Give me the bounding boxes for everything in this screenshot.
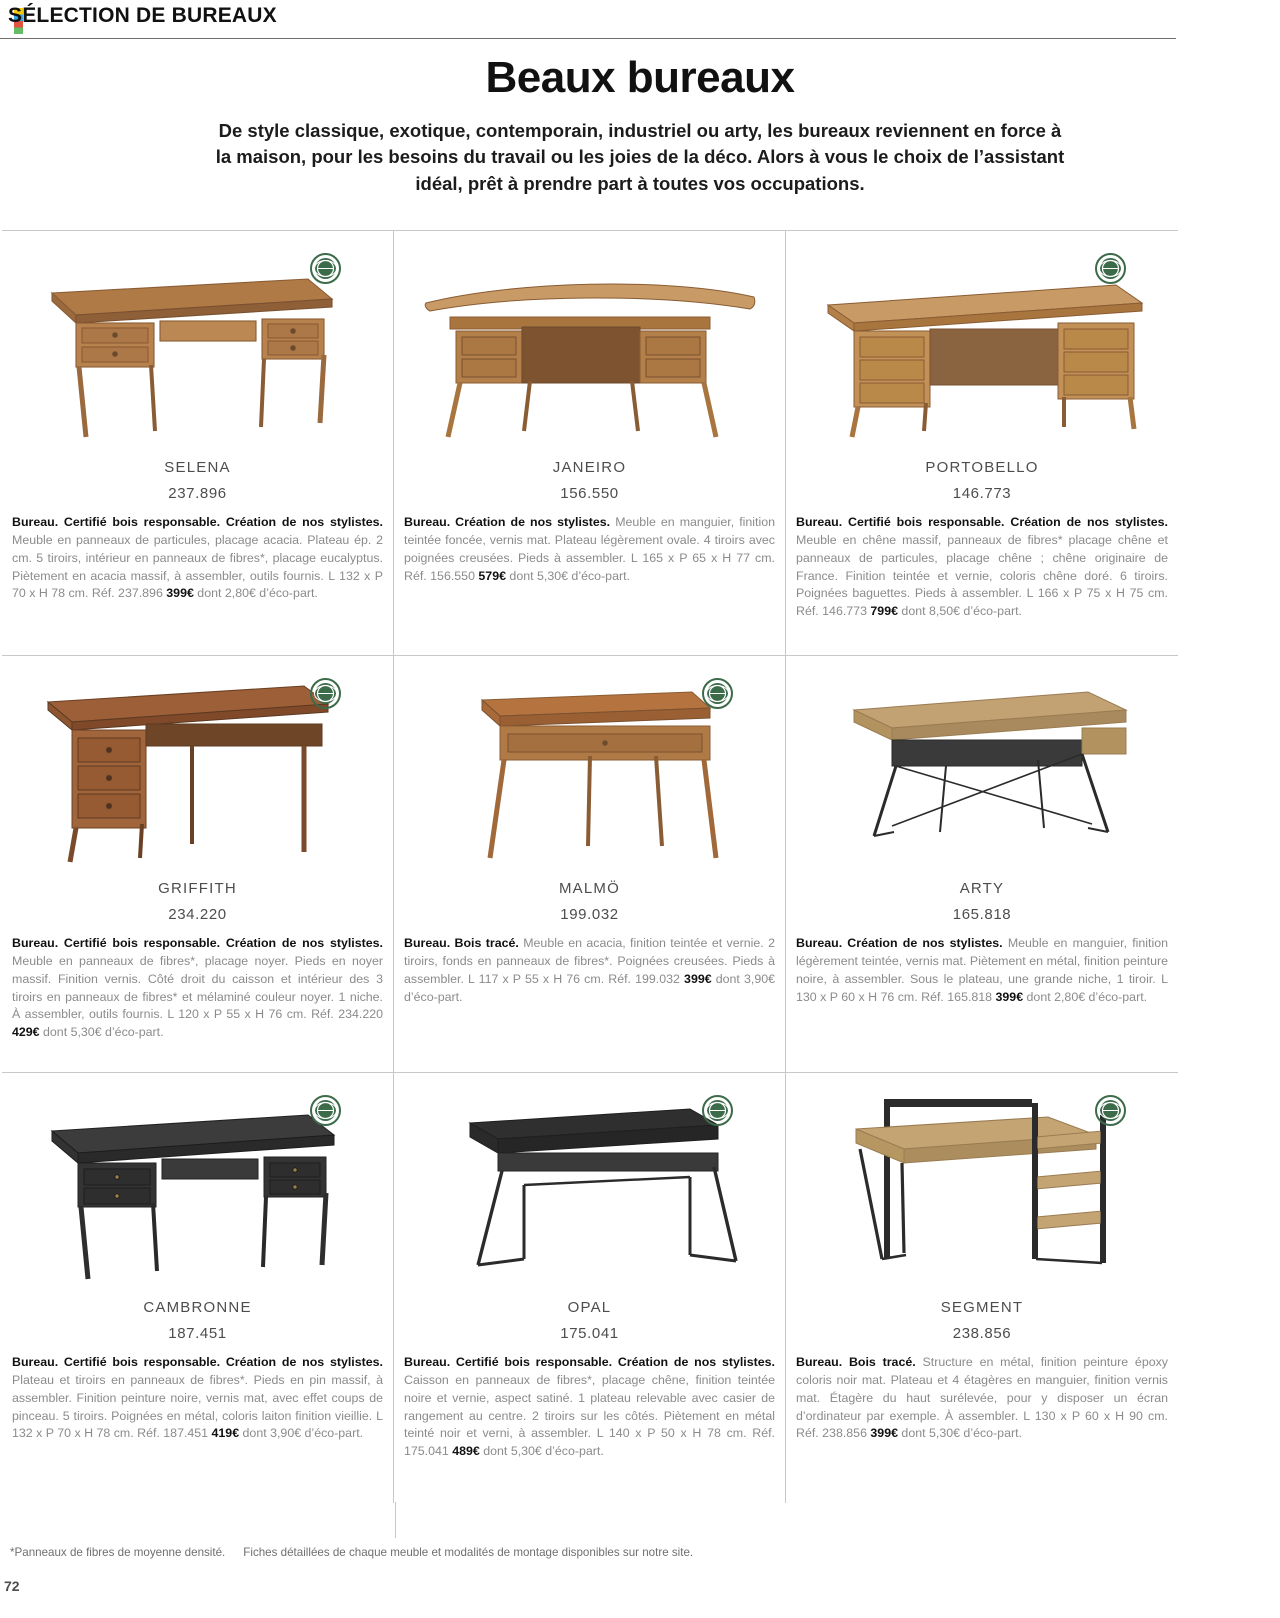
product-row — [2, 231, 1178, 656]
product-name: JANEIRO — [552, 459, 627, 476]
product-lead: Bureau. Création de nos stylistes. — [796, 936, 1003, 950]
product-ref: 175.041 — [560, 1325, 619, 1342]
product-lead: Bureau. Certifié bois responsable. Création de nos stylistes. — [12, 1355, 383, 1369]
grid-divider-stub — [395, 1502, 396, 1538]
header-divider — [0, 38, 1176, 39]
eco-globe-icon — [310, 253, 341, 284]
product-body-a: Meuble en panneaux de fibres*, placage noyer. Pieds en noyer massif. Finition vernis. Côté droit du caisson et intérieur des 3 tiroirs en panneaux de fibres* et mélaminé couleur noyer. 1 niche. À assembler, outils fournis. L 120 x P 55 x H 76 cm. Réf. 234.220 — [12, 953, 383, 1022]
eco-globe-icon — [310, 678, 341, 709]
product-card-opal[interactable] — [394, 1073, 786, 1503]
product-body-a: Meuble en chêne massif, panneaux de fibres* placage chêne et panneaux de particules, placage chêne ; chêne originaire de France. Finition teintée et vernie, coloris chêne doré. 6 tiroirs. Poignées baguettes. Pieds à assembler. L 166 x P 75 x H 75 cm. Réf. 146.773 — [796, 532, 1168, 619]
product-body-b: dont 5,30€ d’éco-part. — [897, 1426, 1022, 1441]
eco-globe-icon — [702, 678, 733, 709]
product-description — [404, 514, 775, 585]
product-name: OPAL — [567, 1299, 612, 1316]
product-card-arty[interactable] — [786, 656, 1178, 1072]
product-price: 399€ — [166, 586, 194, 601]
footnote-fibre-note: *Panneaux de fibres de moyenne densité. — [10, 1546, 226, 1559]
product-ref: 187.451 — [168, 1325, 227, 1342]
product-ref: 165.818 — [952, 906, 1012, 923]
product-ref: 156.550 — [560, 485, 619, 502]
product-body-a: Meuble en panneaux de particules, placage acacia. Plateau ép. 2 cm. 5 tiroirs, intérieur en panneaux de fibres*, placage eucalyptus. Piètement en acacia massif, à assembler, outils fournis. L 132 x P 70 x H 78 cm. Réf. 237.896 — [12, 532, 383, 601]
desk-illustration — [796, 656, 1168, 876]
product-card-selena[interactable] — [2, 231, 394, 655]
product-row — [2, 1073, 1178, 1503]
product-photo-janeiro — [404, 231, 775, 455]
eco-globe-icon — [1095, 1095, 1126, 1126]
product-lead: Bureau. Bois tracé. — [796, 1355, 916, 1369]
product-price: 419€ — [211, 1426, 240, 1441]
product-name: MALMÖ — [558, 880, 620, 897]
product-card-segment[interactable] — [786, 1073, 1178, 1503]
footnote — [10, 1546, 1170, 1559]
product-price: 579€ — [478, 568, 506, 583]
product-body-b: dont 3,90€ d’éco-part. — [404, 971, 776, 1004]
product-description — [796, 935, 1168, 1006]
product-lead: Bureau. Certifié bois responsable. Création de nos stylistes. — [404, 1355, 775, 1369]
product-name: SEGMENT — [940, 1299, 1024, 1316]
page-header — [0, 0, 1280, 42]
product-description — [796, 1354, 1168, 1443]
product-lead: Bureau. Certifié bois responsable. Création de nos stylistes. — [12, 936, 383, 950]
footnote-site-note: Fiches détaillées de chaque meuble et modalités de montage disponibles sur notre site. — [243, 1546, 694, 1559]
intro-block — [0, 53, 1280, 197]
product-name: CAMBRONNE — [143, 1299, 252, 1316]
product-ref: 199.032 — [560, 906, 619, 923]
page-number: 72 — [4, 1578, 20, 1594]
product-card-malmo[interactable] — [394, 656, 786, 1072]
product-body-b: dont 2,80€ d’éco-part. — [1023, 989, 1148, 1004]
intro-paragraph: De style classique, exotique, contemporain, industriel ou arty, les bureaux reviennent en force à la maison, pour les besoins du travail ou les joies de la déco. Alors à vous le choix de l’assistant idéal, prêt à prendre part à toutes vos occupations. — [215, 120, 1065, 194]
product-ref: 238.856 — [952, 1325, 1012, 1342]
product-description — [12, 935, 383, 1042]
product-name: GRIFFITH — [158, 880, 237, 897]
product-photo-arty — [796, 656, 1168, 876]
product-lead: Bureau. Certifié bois responsable. Création de nos stylistes. — [12, 515, 383, 529]
product-name: ARTY — [959, 880, 1005, 897]
eco-globe-icon — [310, 1095, 341, 1126]
product-lead: Bureau. Certifié bois responsable. Création de nos stylistes. — [796, 515, 1168, 529]
product-body-b: dont 5,30€ d’éco-part. — [39, 1025, 164, 1040]
product-body-a: Structure en métal, finition peinture époxy coloris noir mat. Plateau et 4 étagères en manguier, finition vernis mat. Étagère du haut surélevée, pour y disposer un écran d’ordinateur par exemple. À assembler. L 130 x P 60 x H 90 cm. Réf. 238.856 — [796, 1355, 1168, 1441]
product-price: 399€ — [684, 971, 712, 986]
product-description — [404, 1354, 775, 1461]
product-description — [404, 935, 775, 1006]
product-grid — [2, 230, 1178, 1503]
eco-globe-icon — [1095, 253, 1126, 284]
product-body-a: Meuble en acacia, finition teintée et vernie. 2 tiroirs, fonds en panneaux de fibres*. Poignées creusées. Pieds à assembler. L 117 x P 55 x H 76 cm. Réf. 199.032 — [404, 936, 776, 986]
product-body-b: dont 5,30€ d’éco-part. — [479, 1444, 604, 1459]
product-card-portobello[interactable] — [786, 231, 1178, 655]
product-body-b: dont 2,80€ d’éco-part. — [193, 586, 318, 601]
product-card-griffith[interactable] — [2, 656, 394, 1072]
page-title: Beaux bureaux — [485, 53, 795, 102]
product-price: 489€ — [452, 1444, 480, 1459]
section-kicker: SÉLECTION DE BUREAUX — [8, 4, 277, 27]
product-ref: 234.220 — [168, 906, 227, 923]
product-description — [12, 1354, 383, 1443]
product-description — [12, 514, 383, 603]
product-lead: Bureau. Bois tracé. — [404, 936, 519, 950]
product-ref: 146.773 — [952, 485, 1012, 502]
product-price: 429€ — [12, 1025, 40, 1040]
product-lead: Bureau. Création de nos stylistes. — [404, 515, 611, 529]
product-body-a: Caisson en panneaux de fibres*, placage chêne, finition teintée noire et vernie, aspect satiné. 1 plateau relevable avec casier de rangement au centre. 2 tiroirs sur les côtés. Piètement en métal teinté noir et verni, à assembler. L 140 x P 50 x H 78 cm. Réf. 175.041 — [404, 1372, 775, 1459]
product-body-a: Meuble en manguier, finition légèrement teintée, vernis mat. Piètement en métal, finition peinture noire, à assembler. Sous le plateau, une grande niche, 1 tiroir. L 130 x P 60 x H 76 cm. Réf. 165.818 — [796, 936, 1169, 1004]
desk-illustration — [404, 231, 776, 455]
product-ref: 237.896 — [168, 485, 227, 502]
product-card-cambronne[interactable] — [2, 1073, 394, 1503]
product-body-b: dont 8,50€ d’éco-part. — [897, 604, 1022, 619]
product-price: 799€ — [870, 604, 898, 619]
product-row — [2, 656, 1178, 1073]
product-description — [796, 514, 1168, 621]
product-card-janeiro[interactable] — [394, 231, 786, 655]
product-body-b: dont 3,90€ d’éco-part. — [239, 1426, 364, 1441]
product-body-b: dont 5,30€ d’éco-part. — [505, 568, 630, 583]
product-price: 399€ — [995, 989, 1024, 1004]
product-name: SELENA — [164, 459, 231, 476]
product-body-a: Meuble en manguier, finition teintée foncée, vernis mat. Plateau légèrement ovale. 4 tiroirs avec poignées creusées. Pieds à assembler. L 165 x P 65 x H 77 cm. Réf. 156.550 — [404, 515, 776, 583]
eco-globe-icon — [702, 1095, 733, 1126]
product-price: 399€ — [870, 1426, 898, 1441]
product-body-a: Plateau et tiroirs en panneaux de fibres*. Pieds en pin massif, à assembler. Finition peinture noire, vernis mat, avec effet coups de pinceau. 5 tiroirs. Poignées en métal, coloris laiton finition vieillie. L 132 x P 70 x H 78 cm. Réf. 187.451 — [12, 1372, 383, 1441]
product-name: PORTOBELLO — [925, 459, 1039, 476]
